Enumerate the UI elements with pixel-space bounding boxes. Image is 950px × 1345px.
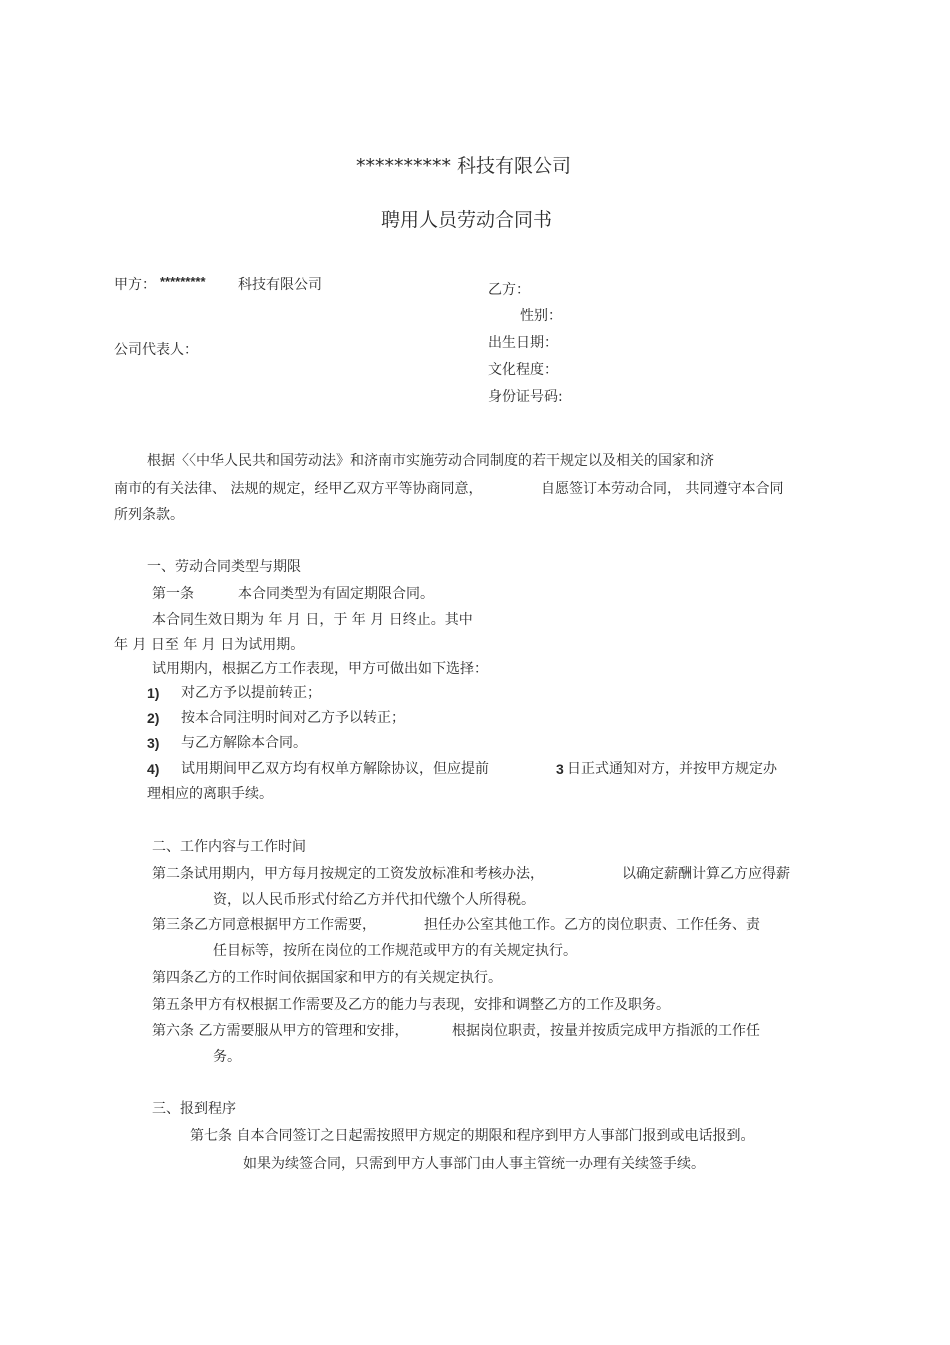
- preamble-line-3: 所列条款。: [114, 507, 184, 523]
- section-3-heading: 三、报到程序: [152, 1101, 236, 1117]
- option-4-text: 试用期间甲乙双方均有权单方解除协议，但应提前: [181, 761, 489, 777]
- notice-days: 3: [556, 761, 564, 777]
- party-a-stars: *********: [160, 274, 206, 289]
- article-5: 第五条甲方有权根据工作需要及乙方的能力与表现，安排和调整乙方的工作及职务。: [152, 997, 670, 1013]
- id-number-label: 身份证号码:: [488, 389, 563, 405]
- party-b-label: 乙方：: [488, 282, 530, 298]
- article-3-line-1a: 第三条乙方同意根据甲方工作需要，: [152, 917, 376, 933]
- option-2-number: 2): [147, 710, 160, 726]
- section-2-heading: 二、工作内容与工作时间: [152, 839, 306, 855]
- article-2-line-1b: 以确定薪酬计算乙方应得薪: [622, 866, 790, 882]
- option-3-text: 与乙方解除本合同。: [181, 735, 307, 751]
- article-1-label: 第一条: [152, 586, 194, 602]
- option-4-line-2: 理相应的离职手续。: [147, 786, 273, 802]
- party-a-name: 科技有限公司: [238, 277, 322, 293]
- article-7-continuation: 如果为续签合同，只需到甲方人事部门由人事主管统一办理有关续签手续。: [243, 1156, 705, 1172]
- option-3-number: 3): [147, 735, 160, 751]
- option-4-text-cont: 日正式通知对方，并按甲方规定办: [567, 761, 777, 777]
- document-title: 聘用人员劳动合同书: [381, 209, 553, 231]
- article-3-line-1b: 担任办公室其他工作。乙方的岗位职责、工作任务、责: [424, 917, 760, 933]
- company-title: ********** 科技有限公司: [356, 155, 572, 177]
- article-6-line-1b: 根据岗位职责，按量并按质完成甲方指派的工作任: [452, 1023, 760, 1039]
- article-2-line-1a: 第二条试用期内，甲方每月按规定的工资发放标准和考核办法，: [152, 866, 544, 882]
- preamble-line-1: 根据〈〈中华人民共和国劳动法》和济南市实施劳动合同制度的若干规定以及相关的国家和济: [147, 453, 714, 469]
- article-1-text: 本合同类型为有固定期限合同。: [238, 586, 434, 602]
- article-6-line-2: 务。: [213, 1049, 241, 1065]
- gender-label: 性别：: [520, 308, 562, 324]
- probation-intro: 试用期内，根据乙方工作表现，甲方可做出如下选择：: [152, 661, 488, 677]
- article-2-line-2: 资，以人民币形式付给乙方并代扣代缴个人所得税。: [213, 892, 535, 908]
- contract-term-line-1: 本合同生效日期为 年 月 日，于 年 月 日终止。其中: [152, 612, 473, 628]
- preamble-line-2a: 南市的有关法律、 法规的规定，经甲乙双方平等协商同意，: [114, 481, 483, 497]
- article-7: 第七条 自本合同签订之日起需按照甲方规定的期限和程序到甲方人事部门报到或电话报到。: [190, 1128, 755, 1144]
- article-6-line-1a: 第六条 乙方需要服从甲方的管理和安排，: [152, 1023, 409, 1039]
- birth-date-label: 出生日期：: [488, 335, 558, 351]
- contract-term-line-2: 年 月 日至 年 月 日为试用期。: [114, 637, 305, 653]
- article-3-line-2: 任目标等，按所在岗位的工作规范或甲方的有关规定执行。: [213, 943, 577, 959]
- option-1-text: 对乙方予以提前转正；: [181, 685, 321, 701]
- option-2-text: 按本合同注明时间对乙方予以转正；: [181, 710, 405, 726]
- section-1-heading: 一、劳动合同类型与期限: [147, 559, 301, 575]
- education-label: 文化程度：: [488, 362, 558, 378]
- article-4: 第四条乙方的工作时间依据国家和甲方的有关规定执行。: [152, 970, 502, 986]
- option-1-number: 1): [147, 685, 160, 701]
- party-a-label: 甲方：: [114, 277, 156, 293]
- preamble-line-2b: 自愿签订本劳动合同， 共同遵守本合同: [541, 481, 784, 497]
- company-representative-label: 公司代表人：: [114, 342, 198, 358]
- option-4-number: 4): [147, 761, 160, 777]
